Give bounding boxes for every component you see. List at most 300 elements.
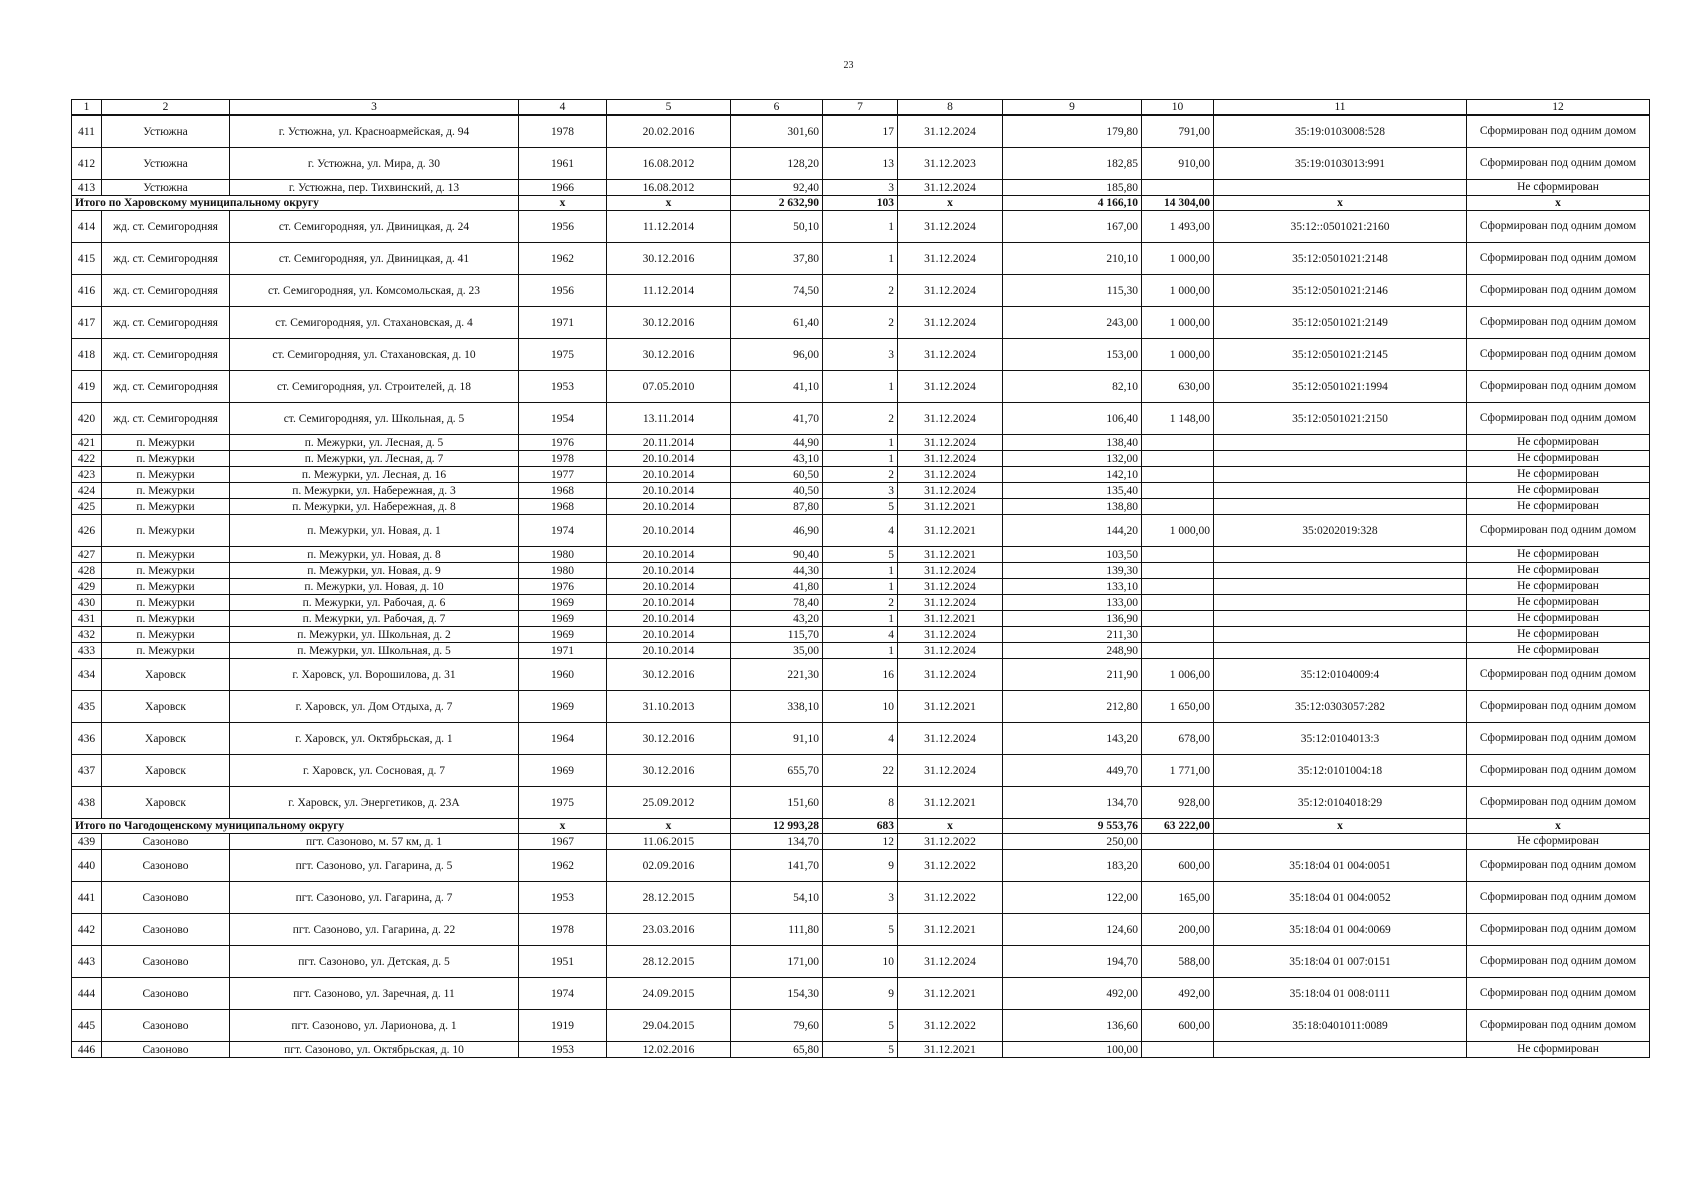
cell-residents: 10 (823, 946, 898, 978)
cell-value-9: 449,70 (1003, 755, 1142, 787)
cell-settlement: Харовск (102, 691, 230, 723)
cell-date: 20.10.2014 (607, 627, 731, 643)
cell-deadline: 31.12.2024 (898, 275, 1003, 307)
cell-row-number: 418 (72, 339, 102, 371)
cell-deadline: 31.12.2024 (898, 579, 1003, 595)
table-row (72, 483, 1650, 499)
cell-value-9: 179,80 (1003, 115, 1142, 148)
cell-row-number: 443 (72, 946, 102, 978)
cell-address: пгт. Сазоново, ул. Октябрьская, д. 10 (230, 1042, 519, 1058)
cell-address: г. Харовск, ул. Дом Отдыха, д. 7 (230, 691, 519, 723)
cell-status: Сформирован под одним домом (1467, 275, 1650, 307)
cell-settlement: жд. ст. Семигородняя (102, 275, 230, 307)
cell-address: п. Межурки, ул. Набережная, д. 8 (230, 499, 519, 515)
subtotal-date: x (607, 196, 731, 211)
cell-deadline: 31.12.2024 (898, 307, 1003, 339)
cell-year-built: 1960 (519, 659, 607, 691)
cell-status: Сформирован под одним домом (1467, 691, 1650, 723)
table-body (72, 100, 1650, 1058)
cell-cadastral-number (1214, 627, 1467, 643)
cell-area: 141,70 (731, 850, 823, 882)
cell-status: Сформирован под одним домом (1467, 148, 1650, 180)
cell-address: пгт. Сазоново, ул. Гагарина, д. 22 (230, 914, 519, 946)
column-number: 11 (1214, 100, 1467, 116)
cell-deadline: 31.12.2024 (898, 627, 1003, 643)
cell-cadastral-number: 35:18:0401011:0089 (1214, 1010, 1467, 1042)
cell-deadline: 31.12.2021 (898, 515, 1003, 547)
cell-deadline: 31.12.2024 (898, 643, 1003, 659)
cell-row-number: 414 (72, 211, 102, 243)
cell-date: 20.10.2014 (607, 579, 731, 595)
cell-year-built: 1975 (519, 787, 607, 819)
cell-deadline: 31.12.2024 (898, 243, 1003, 275)
subtotal-cadastral-number: x (1214, 196, 1467, 211)
cell-year-built: 1969 (519, 595, 607, 611)
cell-area: 92,40 (731, 180, 823, 196)
cell-year-built: 1978 (519, 451, 607, 467)
subtotal-year-built: x (519, 196, 607, 211)
cell-residents: 5 (823, 547, 898, 563)
cell-cadastral-number: 35:18:04 01 007:0151 (1214, 946, 1467, 978)
cell-date: 11.12.2014 (607, 275, 731, 307)
table-row (72, 595, 1650, 611)
cell-residents: 2 (823, 595, 898, 611)
cell-status: Сформирован под одним домом (1467, 914, 1650, 946)
cell-address: п. Межурки, ул. Школьная, д. 2 (230, 627, 519, 643)
cell-value-9: 138,40 (1003, 435, 1142, 451)
table-row (72, 435, 1650, 451)
table-row (72, 499, 1650, 515)
cell-value-10 (1142, 1042, 1214, 1058)
cell-deadline: 31.12.2024 (898, 595, 1003, 611)
cell-address: г. Харовск, ул. Сосновая, д. 7 (230, 755, 519, 787)
cell-value-10 (1142, 451, 1214, 467)
housing-register-table (71, 99, 1650, 1058)
cell-value-9: 138,80 (1003, 499, 1142, 515)
table-row (72, 627, 1650, 643)
cell-value-10: 1 000,00 (1142, 275, 1214, 307)
cell-row-number: 421 (72, 435, 102, 451)
cell-area: 79,60 (731, 1010, 823, 1042)
cell-value-9: 106,40 (1003, 403, 1142, 435)
cell-settlement: жд. ст. Семигородняя (102, 243, 230, 275)
cell-cadastral-number (1214, 467, 1467, 483)
table-row (72, 115, 1650, 148)
cell-deadline: 31.12.2021 (898, 499, 1003, 515)
cell-status: Сформирован под одним домом (1467, 882, 1650, 914)
cell-address: пгт. Сазоново, ул. Ларионова, д. 1 (230, 1010, 519, 1042)
cell-cadastral-number (1214, 435, 1467, 451)
cell-settlement: Сазоново (102, 1042, 230, 1058)
cell-deadline: 31.12.2024 (898, 946, 1003, 978)
cell-address: п. Межурки, ул. Рабочая, д. 7 (230, 611, 519, 627)
cell-row-number: 442 (72, 914, 102, 946)
cell-area: 50,10 (731, 211, 823, 243)
cell-deadline: 31.12.2022 (898, 850, 1003, 882)
cell-year-built: 1969 (519, 691, 607, 723)
cell-year-built: 1969 (519, 755, 607, 787)
cell-settlement: жд. ст. Семигородняя (102, 403, 230, 435)
cell-residents: 17 (823, 115, 898, 148)
table-row (72, 515, 1650, 547)
cell-value-9: 139,30 (1003, 563, 1142, 579)
cell-row-number: 441 (72, 882, 102, 914)
cell-cadastral-number (1214, 643, 1467, 659)
subtotal-value-9: 4 166,10 (1003, 196, 1142, 211)
cell-address: г. Харовск, ул. Октябрьская, д. 1 (230, 723, 519, 755)
cell-year-built: 1961 (519, 148, 607, 180)
cell-area: 154,30 (731, 978, 823, 1010)
cell-cadastral-number: 35:19:0103008:528 (1214, 115, 1467, 148)
cell-status: Не сформирован (1467, 579, 1650, 595)
cell-deadline: 31.12.2024 (898, 339, 1003, 371)
cell-date: 13.11.2014 (607, 403, 731, 435)
cell-settlement: жд. ст. Семигородняя (102, 211, 230, 243)
cell-row-number: 439 (72, 834, 102, 850)
cell-value-10: 1 771,00 (1142, 755, 1214, 787)
cell-date: 16.08.2012 (607, 148, 731, 180)
cell-area: 43,20 (731, 611, 823, 627)
cell-value-10: 630,00 (1142, 371, 1214, 403)
cell-residents: 4 (823, 723, 898, 755)
cell-deadline: 31.12.2023 (898, 148, 1003, 180)
cell-deadline: 31.12.2024 (898, 483, 1003, 499)
cell-status: Сформирован под одним домом (1467, 1010, 1650, 1042)
cell-area: 90,40 (731, 547, 823, 563)
table-row (72, 243, 1650, 275)
cell-value-10 (1142, 483, 1214, 499)
cell-year-built: 1971 (519, 307, 607, 339)
cell-status: Сформирован под одним домом (1467, 211, 1650, 243)
cell-year-built: 1976 (519, 579, 607, 595)
cell-status: Не сформирован (1467, 1042, 1650, 1058)
table-row (72, 339, 1650, 371)
subtotal-residents: 683 (823, 819, 898, 834)
cell-address: пгт. Сазоново, ул. Заречная, д. 11 (230, 978, 519, 1010)
cell-deadline: 31.12.2021 (898, 914, 1003, 946)
cell-status: Сформирован под одним домом (1467, 115, 1650, 148)
cell-address: г. Устюжна, ул. Красноармейская, д. 94 (230, 115, 519, 148)
cell-residents: 2 (823, 275, 898, 307)
cell-status: Не сформирован (1467, 435, 1650, 451)
cell-value-10: 492,00 (1142, 978, 1214, 1010)
cell-area: 60,50 (731, 467, 823, 483)
cell-value-9: 100,00 (1003, 1042, 1142, 1058)
cell-residents: 2 (823, 307, 898, 339)
cell-area: 40,50 (731, 483, 823, 499)
cell-date: 28.12.2015 (607, 882, 731, 914)
cell-cadastral-number (1214, 180, 1467, 196)
cell-settlement: п. Межурки (102, 611, 230, 627)
cell-value-9: 212,80 (1003, 691, 1142, 723)
cell-value-9: 210,10 (1003, 243, 1142, 275)
cell-cadastral-number (1214, 579, 1467, 595)
cell-value-10 (1142, 834, 1214, 850)
cell-residents: 8 (823, 787, 898, 819)
column-number: 1 (72, 100, 102, 116)
cell-date: 20.11.2014 (607, 435, 731, 451)
cell-deadline: 31.12.2024 (898, 723, 1003, 755)
cell-row-number: 433 (72, 643, 102, 659)
cell-residents: 1 (823, 563, 898, 579)
cell-value-10: 791,00 (1142, 115, 1214, 148)
cell-status: Сформирован под одним домом (1467, 850, 1650, 882)
cell-residents: 3 (823, 339, 898, 371)
cell-status: Сформирован под одним домом (1467, 307, 1650, 339)
cell-area: 46,90 (731, 515, 823, 547)
cell-value-9: 124,60 (1003, 914, 1142, 946)
cell-area: 655,70 (731, 755, 823, 787)
cell-cadastral-number: 35:12:0501021:2150 (1214, 403, 1467, 435)
cell-date: 23.03.2016 (607, 914, 731, 946)
cell-settlement: Сазоново (102, 978, 230, 1010)
cell-cadastral-number (1214, 499, 1467, 515)
cell-year-built: 1956 (519, 275, 607, 307)
cell-year-built: 1975 (519, 339, 607, 371)
cell-settlement: п. Межурки (102, 595, 230, 611)
cell-cadastral-number: 35:12:0104018:29 (1214, 787, 1467, 819)
subtotal-year-built: x (519, 819, 607, 834)
cell-residents: 5 (823, 914, 898, 946)
cell-area: 115,70 (731, 627, 823, 643)
cell-date: 20.10.2014 (607, 547, 731, 563)
cell-deadline: 31.12.2021 (898, 611, 1003, 627)
cell-cadastral-number: 35:12:0501021:1994 (1214, 371, 1467, 403)
table-row (72, 275, 1650, 307)
cell-row-number: 412 (72, 148, 102, 180)
cell-row-number: 446 (72, 1042, 102, 1058)
cell-residents: 3 (823, 882, 898, 914)
cell-year-built: 1919 (519, 1010, 607, 1042)
cell-cadastral-number: 35:12:0501021:2149 (1214, 307, 1467, 339)
cell-area: 65,80 (731, 1042, 823, 1058)
cell-residents: 5 (823, 1010, 898, 1042)
cell-settlement: Сазоново (102, 1010, 230, 1042)
cell-status: Не сформирован (1467, 643, 1650, 659)
cell-row-number: 420 (72, 403, 102, 435)
column-number: 8 (898, 100, 1003, 116)
cell-deadline: 31.12.2022 (898, 1010, 1003, 1042)
cell-row-number: 430 (72, 595, 102, 611)
cell-year-built: 1978 (519, 914, 607, 946)
table-row (72, 723, 1650, 755)
cell-date: 11.12.2014 (607, 211, 731, 243)
cell-address: п. Межурки, ул. Школьная, д. 5 (230, 643, 519, 659)
cell-deadline: 31.12.2024 (898, 435, 1003, 451)
cell-status: Сформирован под одним домом (1467, 723, 1650, 755)
cell-row-number: 422 (72, 451, 102, 467)
subtotal-cadastral-number: x (1214, 819, 1467, 834)
cell-residents: 10 (823, 691, 898, 723)
cell-deadline: 31.12.2024 (898, 115, 1003, 148)
cell-value-10: 928,00 (1142, 787, 1214, 819)
cell-year-built: 1977 (519, 467, 607, 483)
subtotal-status: x (1467, 819, 1650, 834)
cell-residents: 4 (823, 515, 898, 547)
cell-settlement: Сазоново (102, 834, 230, 850)
cell-settlement: Харовск (102, 659, 230, 691)
cell-deadline: 31.12.2024 (898, 659, 1003, 691)
table-row (72, 1010, 1650, 1042)
cell-date: 25.09.2012 (607, 787, 731, 819)
cell-row-number: 445 (72, 1010, 102, 1042)
cell-value-9: 250,00 (1003, 834, 1142, 850)
cell-value-9: 122,00 (1003, 882, 1142, 914)
table-row (72, 914, 1650, 946)
cell-value-9: 142,10 (1003, 467, 1142, 483)
cell-deadline: 31.12.2022 (898, 882, 1003, 914)
cell-year-built: 1969 (519, 611, 607, 627)
cell-value-9: 143,20 (1003, 723, 1142, 755)
cell-address: г. Харовск, ул. Энергетиков, д. 23А (230, 787, 519, 819)
cell-cadastral-number (1214, 451, 1467, 467)
cell-cadastral-number (1214, 595, 1467, 611)
cell-address: пгт. Сазоново, ул. Гагарина, д. 7 (230, 882, 519, 914)
table-row (72, 834, 1650, 850)
cell-residents: 9 (823, 850, 898, 882)
cell-area: 61,40 (731, 307, 823, 339)
cell-settlement: Сазоново (102, 882, 230, 914)
cell-address: г. Устюжна, пер. Тихвинский, д. 13 (230, 180, 519, 196)
column-number: 4 (519, 100, 607, 116)
cell-year-built: 1966 (519, 180, 607, 196)
cell-value-9: 135,40 (1003, 483, 1142, 499)
cell-status: Не сформирован (1467, 547, 1650, 563)
cell-settlement: Харовск (102, 723, 230, 755)
cell-address: г. Устюжна, ул. Мира, д. 30 (230, 148, 519, 180)
cell-residents: 16 (823, 659, 898, 691)
cell-value-9: 136,90 (1003, 611, 1142, 627)
cell-status: Сформирован под одним домом (1467, 243, 1650, 275)
cell-row-number: 426 (72, 515, 102, 547)
cell-residents: 3 (823, 483, 898, 499)
cell-year-built: 1953 (519, 1042, 607, 1058)
column-number: 3 (230, 100, 519, 116)
cell-date: 12.02.2016 (607, 1042, 731, 1058)
cell-value-10 (1142, 579, 1214, 595)
cell-date: 11.06.2015 (607, 834, 731, 850)
cell-settlement: Устюжна (102, 115, 230, 148)
cell-settlement: жд. ст. Семигородняя (102, 371, 230, 403)
cell-cadastral-number (1214, 611, 1467, 627)
cell-year-built: 1962 (519, 243, 607, 275)
cell-value-9: 182,85 (1003, 148, 1142, 180)
cell-date: 16.08.2012 (607, 180, 731, 196)
cell-cadastral-number: 35:12::0501021:2160 (1214, 211, 1467, 243)
cell-area: 301,60 (731, 115, 823, 148)
cell-area: 78,40 (731, 595, 823, 611)
cell-residents: 1 (823, 451, 898, 467)
cell-area: 111,80 (731, 914, 823, 946)
cell-deadline: 31.12.2021 (898, 978, 1003, 1010)
cell-value-10 (1142, 435, 1214, 451)
cell-deadline: 31.12.2021 (898, 787, 1003, 819)
cell-date: 30.12.2016 (607, 243, 731, 275)
table-row (72, 659, 1650, 691)
cell-deadline: 31.12.2021 (898, 547, 1003, 563)
cell-address: п. Межурки, ул. Лесная, д. 7 (230, 451, 519, 467)
cell-cadastral-number: 35:12:0303057:282 (1214, 691, 1467, 723)
column-number: 2 (102, 100, 230, 116)
cell-value-9: 492,00 (1003, 978, 1142, 1010)
cell-address: п. Межурки, ул. Рабочая, д. 6 (230, 595, 519, 611)
cell-date: 20.10.2014 (607, 595, 731, 611)
cell-deadline: 31.12.2024 (898, 467, 1003, 483)
cell-settlement: п. Межурки (102, 451, 230, 467)
cell-status: Сформирован под одним домом (1467, 978, 1650, 1010)
cell-row-number: 425 (72, 499, 102, 515)
cell-residents: 5 (823, 1042, 898, 1058)
cell-deadline: 31.12.2024 (898, 371, 1003, 403)
cell-row-number: 444 (72, 978, 102, 1010)
cell-date: 20.10.2014 (607, 515, 731, 547)
table-row (72, 850, 1650, 882)
cell-deadline: 31.12.2021 (898, 1042, 1003, 1058)
cell-row-number: 437 (72, 755, 102, 787)
cell-value-10 (1142, 467, 1214, 483)
cell-year-built: 1968 (519, 499, 607, 515)
cell-settlement: Харовск (102, 787, 230, 819)
cell-area: 91,10 (731, 723, 823, 755)
cell-area: 151,60 (731, 787, 823, 819)
cell-row-number: 423 (72, 467, 102, 483)
cell-date: 20.10.2014 (607, 563, 731, 579)
table-row (72, 403, 1650, 435)
cell-address: пгт. Сазоново, ул. Гагарина, д. 5 (230, 850, 519, 882)
cell-value-9: 132,00 (1003, 451, 1142, 467)
cell-value-9: 243,00 (1003, 307, 1142, 339)
cell-area: 35,00 (731, 643, 823, 659)
cell-value-10: 1 650,00 (1142, 691, 1214, 723)
cell-address: п. Межурки, ул. Новая, д. 8 (230, 547, 519, 563)
cell-residents: 22 (823, 755, 898, 787)
cell-cadastral-number: 35:18:04 01 004:0069 (1214, 914, 1467, 946)
cell-status: Не сформирован (1467, 595, 1650, 611)
cell-area: 338,10 (731, 691, 823, 723)
cell-area: 134,70 (731, 834, 823, 850)
subtotal-row (72, 196, 1650, 211)
cell-value-10: 910,00 (1142, 148, 1214, 180)
cell-row-number: 427 (72, 547, 102, 563)
cell-area: 96,00 (731, 339, 823, 371)
table-row (72, 978, 1650, 1010)
cell-year-built: 1969 (519, 627, 607, 643)
subtotal-date: x (607, 819, 731, 834)
cell-settlement: Сазоново (102, 946, 230, 978)
cell-row-number: 424 (72, 483, 102, 499)
cell-residents: 1 (823, 643, 898, 659)
table-row (72, 451, 1650, 467)
table-row (72, 467, 1650, 483)
cell-settlement: п. Межурки (102, 483, 230, 499)
subtotal-label: Итого по Чагодощенскому муниципальному округу (72, 819, 519, 834)
cell-cadastral-number: 35:12:0101004:18 (1214, 755, 1467, 787)
cell-date: 30.12.2016 (607, 339, 731, 371)
cell-address: п. Межурки, ул. Лесная, д. 5 (230, 435, 519, 451)
cell-value-9: 194,70 (1003, 946, 1142, 978)
cell-address: ст. Семигородняя, ул. Двиницкая, д. 41 (230, 243, 519, 275)
table-row (72, 755, 1650, 787)
table-row (72, 787, 1650, 819)
subtotal-deadline: x (898, 196, 1003, 211)
cell-row-number: 440 (72, 850, 102, 882)
cell-status: Сформирован под одним домом (1467, 787, 1650, 819)
cell-value-10 (1142, 563, 1214, 579)
cell-value-9: 103,50 (1003, 547, 1142, 563)
subtotal-deadline: x (898, 819, 1003, 834)
cell-date: 28.12.2015 (607, 946, 731, 978)
cell-status: Сформирован под одним домом (1467, 339, 1650, 371)
